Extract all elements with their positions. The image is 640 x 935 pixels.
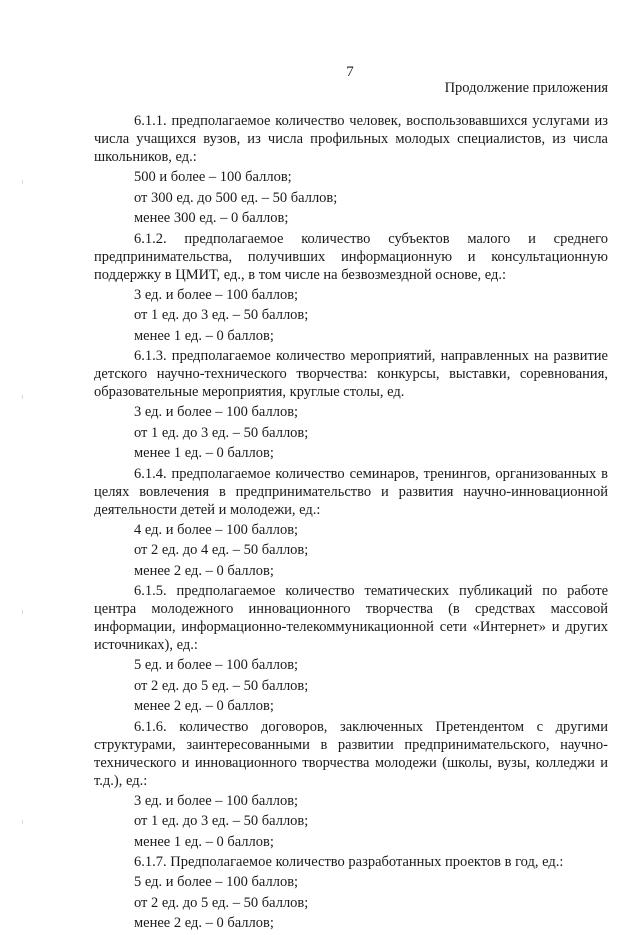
appendix-continuation-label: Продолжение приложения — [444, 80, 608, 96]
scan-mark — [22, 610, 23, 614]
scan-mark — [22, 180, 23, 184]
score-item: менее 1 ед. – 0 баллов; — [134, 833, 274, 850]
score-item: менее 2 ед. – 0 баллов; — [134, 915, 274, 931]
section-6-1-3 — [94, 347, 608, 462]
score-item: от 2 ед. до 5 ед. – 50 баллов; — [134, 677, 309, 694]
section-text: 6.1.4. предполагаемое количество семинаров, тренингов, организованных в целях вовлечения в предпринимательство и развития научно-инновационной деятельности детей и молодежи, ед.: — [94, 465, 608, 518]
section-6-1-5 — [94, 582, 608, 715]
section-6-1-6 — [94, 718, 608, 851]
score-item: 500 и более – 100 баллов; — [134, 169, 292, 185]
score-item: менее 1 ед. – 0 баллов; — [134, 327, 274, 344]
document-body — [94, 112, 608, 935]
scan-mark — [22, 820, 23, 824]
score-item: менее 2 ед. – 0 баллов; — [134, 698, 274, 714]
section-6-1-4 — [94, 465, 608, 580]
section-6-1-1 — [94, 112, 608, 227]
score-item: менее 2 ед. – 0 баллов; — [134, 562, 274, 579]
score-item: 5 ед. и более – 100 баллов; — [134, 874, 299, 890]
score-item: от 1 ед. до 3 ед. – 50 баллов; — [134, 424, 309, 441]
score-item: от 1 ед. до 3 ед. – 50 баллов; — [134, 813, 309, 829]
score-item: 5 ед. и более – 100 баллов; — [134, 657, 299, 673]
section-6-1-7 — [94, 853, 608, 932]
score-item: 3 ед. и более – 100 баллов; — [134, 792, 299, 809]
score-item: 3 ед. и более – 100 баллов; — [134, 404, 299, 420]
score-item: 4 ед. и более – 100 баллов; — [134, 521, 299, 538]
section-text: 6.1.2. предполагаемое количество субъектов малого и среднего предпринимательства, получивших информационную и консультационную поддержку в ЦМИТ, ед., в том числе на безвозмездной основе, ед.: — [94, 230, 608, 283]
score-item: от 300 ед. до 500 ед. – 50 баллов; — [134, 189, 338, 206]
section-6-1-2 — [94, 230, 608, 345]
score-item: 3 ед. и более – 100 баллов; — [134, 286, 299, 303]
score-item: от 1 ед. до 3 ед. – 50 баллов; — [134, 307, 309, 323]
section-text: 6.1.6. количество договоров, заключенных Претендентом с другими структурами, заинтересованными в развитии предпринимательского, научно-технического и инновационного творчества молодежи (школы, вузы, колледжи и т.д.), ед.: — [94, 718, 608, 789]
section-text: 6.1.5. предполагаемое количество тематических публикаций по работе центра молодежного инновационного творчества (в средствах массовой информации, информационно-телекоммуникационной сети «Интернет» и других источниках), ед.: — [94, 583, 608, 653]
score-item: менее 300 ед. – 0 баллов; — [134, 210, 289, 226]
score-item: от 2 ед. до 5 ед. – 50 баллов; — [134, 894, 309, 911]
score-item: менее 1 ед. – 0 баллов; — [134, 445, 274, 461]
page-number: 7 — [346, 64, 354, 80]
section-text: 6.1.1. предполагаемое количество человек, воспользовавшихся услугами из числа учащихся вузов, из числа профильных молодых специалистов, из числа школьников, ед.: — [94, 113, 608, 165]
section-text: 6.1.7. Предполагаемое количество разработанных проектов в год, ед.: — [134, 854, 564, 870]
scan-mark — [22, 395, 23, 399]
section-text: 6.1.3. предполагаемое количество мероприятий, направленных на развитие детского научно-технического творчества: конкурсы, выставки, соревнования, образовательные мероприятия, круглые столы, ед. — [94, 348, 608, 400]
score-item: от 2 ед. до 4 ед. – 50 баллов; — [134, 542, 309, 558]
